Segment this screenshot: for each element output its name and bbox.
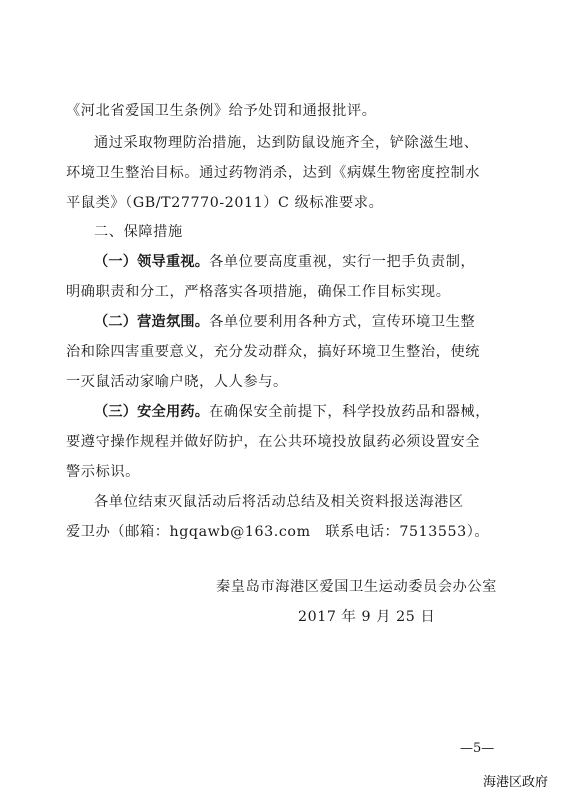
section-heading: 二、保障措施 [94,224,183,240]
paragraph-line: 《河北省爱国卫生条例》给予处罚和通报批评。 [66,103,377,119]
paragraph-line: 平鼠类》（GB/T27770-2011）C 级标准要求。 [66,195,384,211]
measure-title: （三）安全用药。 [94,404,210,420]
measure-line: 要遵守操作规程并做好防护，在公共环境投放鼠药必须设置安全 [66,434,481,450]
page-number: —5— [460,741,495,756]
measure-line [94,252,475,272]
measure-line: 警示标识。 [66,464,140,480]
measure-line: 一灭鼠活动家喻户晓，人人参与。 [66,374,288,390]
paragraph-line: 通过采取物理防治措施，达到防鼠设施齐全，铲除滋生地、 [94,135,479,151]
closing-line: 各单位结束灭鼠活动后将活动总结及相关资料报送海港区 [94,494,464,510]
signature-org: 秦皇岛市海港区爱国卫生运动委员会办公室 [216,579,497,595]
measure-text: 各单位要利用各种方式，宣传环境卫生整 [209,314,476,330]
measure-line [94,312,475,332]
measure-line [94,402,490,422]
source-watermark: 海港区政府 [483,775,549,790]
closing-line: 爱卫办（邮箱：hgqawb@163.com 联系电话：7513553）。 [66,524,490,540]
measure-line: 明确职责和分工，严格落实各项措施，确保工作目标实现。 [66,284,451,300]
measure-text: 在确保安全前提下，科学投放药品和器械， [209,404,491,420]
measure-title: （二）营造氛围。 [94,314,210,330]
signature-date: 2017 年 9 月 25 日 [298,609,436,625]
paragraph-line: 环境卫生整治目标。通过药物消杀，达到《病媒生物密度控制水 [66,165,481,181]
measure-text: 各单位要高度重视，实行一把手负责制， [209,254,476,270]
measure-title: （一）领导重视。 [94,254,210,270]
measure-line: 治和除四害重要意义，充分发动群众，搞好环境卫生整治，使统 [66,344,481,360]
